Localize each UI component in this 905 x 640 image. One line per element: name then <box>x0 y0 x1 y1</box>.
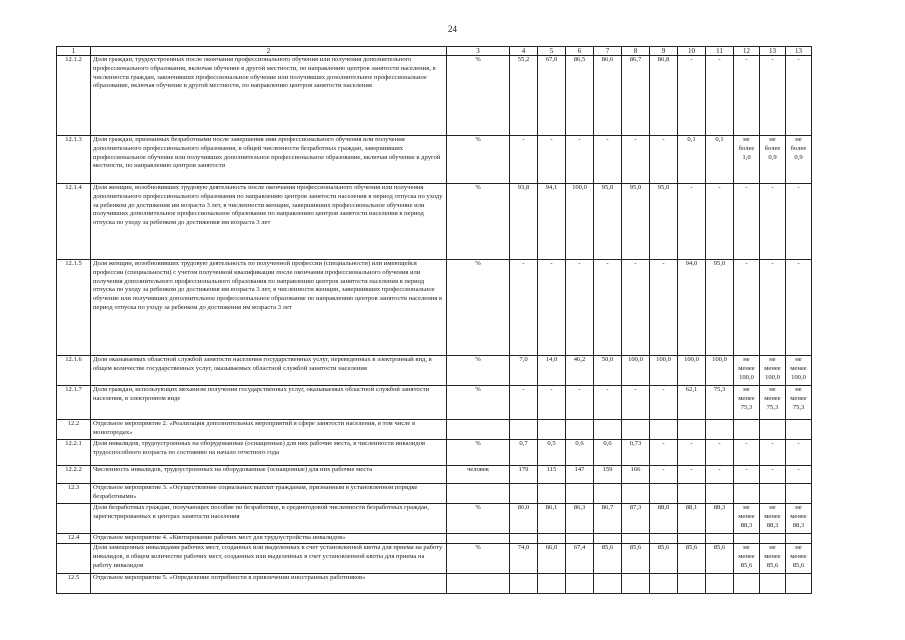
value-cell: 85,6 <box>622 544 650 574</box>
value-cell: 62,1 <box>678 386 706 420</box>
value-cell <box>510 534 538 544</box>
indicator-name: Отдельное мероприятие 3. «Осуществление социальных выплат гражданам, признанным в установленном порядке безработными» <box>91 484 447 504</box>
value-cell <box>786 484 812 504</box>
value-cell <box>734 574 760 594</box>
value-cell: - <box>734 260 760 356</box>
row-number <box>57 504 91 534</box>
value-cell: 95,0 <box>622 184 650 260</box>
indicator-name: Доля граждан, использующих механизм получения государственных услуг, оказываемых областной службой занятости населения, в электронном виде <box>91 386 447 420</box>
value-cell: 0,6 <box>566 440 594 466</box>
table-row <box>57 574 812 594</box>
indicator-name: Численность инвалидов, трудоустроенных на оборудованные (оснащенные) для них рабочие места <box>91 466 447 484</box>
value-cell: 94,0 <box>678 260 706 356</box>
table-body <box>57 47 812 594</box>
indicator-name: Доля женщин, возобновивших трудовую деятельность после окончания профессионального обучения или получения дополнительного профессионального образования по направлению центров занятости населения в период отпуска по уходу за ребенком до достижения им возраста 3 лет, в численности женщин, завершивших профессиональное обучение или получивших дополнительное профессиональное образование по направлению центров занятости населения в период отпуска по уходу за ребенком до достижения им возраста 3 лет <box>91 184 447 260</box>
value-cell: 0,1 <box>678 136 706 184</box>
value-cell: - <box>706 466 734 484</box>
value-cell <box>622 534 650 544</box>
value-cell: 100,0 <box>678 356 706 386</box>
indicator-name: Доля женщин, возобновивших трудовую деятельность по полученной профессии (специальности) или имеющейся профессии (специальности) с учетом полученной квалификации после окончания профессионального обучения или получения дополнительного профессионального образования по направлению центров занятости населения в период отпуска по уходу за ребенком до достижения им возраста 3 лет, в численности женщин, завершивших профессиональное обучение или получивших дополнительное профессиональное образование по направлению центров занятости населения в период отпуска по уходу за ребенком до достижения им возраста 3 лет <box>91 260 447 356</box>
value-cell: - <box>734 466 760 484</box>
value-cell: 14,0 <box>538 356 566 386</box>
value-cell: 86,7 <box>622 56 650 136</box>
value-cell: 159 <box>594 466 622 484</box>
value-cell: 88,1 <box>678 504 706 534</box>
value-cell: - <box>760 466 786 484</box>
unit-cell <box>447 484 510 504</box>
value-cell: - <box>510 260 538 356</box>
value-cell: 95,0 <box>594 184 622 260</box>
table-row <box>57 440 812 466</box>
unit-cell: % <box>447 544 510 574</box>
header-cell: 4 <box>510 47 538 56</box>
table-row <box>57 420 812 440</box>
value-cell: 166 <box>622 466 650 484</box>
value-cell <box>538 574 566 594</box>
value-cell <box>786 420 812 440</box>
value-cell: - <box>650 260 678 356</box>
value-cell <box>650 574 678 594</box>
value-cell: не менее 100,0 <box>760 356 786 386</box>
value-cell: - <box>786 440 812 466</box>
unit-cell: человек <box>447 466 510 484</box>
value-cell: - <box>760 184 786 260</box>
value-cell: - <box>650 466 678 484</box>
value-cell <box>760 484 786 504</box>
header-cell: 2 <box>91 47 447 56</box>
value-cell <box>786 534 812 544</box>
value-cell <box>734 420 760 440</box>
value-cell <box>538 420 566 440</box>
header-cell: 10 <box>678 47 706 56</box>
value-cell: - <box>594 136 622 184</box>
value-cell: - <box>760 440 786 466</box>
value-cell: - <box>622 386 650 420</box>
value-cell <box>760 420 786 440</box>
unit-cell <box>447 534 510 544</box>
value-cell <box>734 484 760 504</box>
table-row <box>57 504 812 534</box>
value-cell <box>510 420 538 440</box>
value-cell: 66,0 <box>538 544 566 574</box>
row-number: 12.5 <box>57 574 91 594</box>
value-cell: - <box>510 386 538 420</box>
value-cell: - <box>594 260 622 356</box>
value-cell: - <box>650 136 678 184</box>
value-cell: - <box>650 440 678 466</box>
table-row <box>57 466 812 484</box>
value-cell: 0,73 <box>622 440 650 466</box>
value-cell: 67,4 <box>566 544 594 574</box>
value-cell: - <box>706 184 734 260</box>
value-cell: 46,2 <box>566 356 594 386</box>
table-row <box>57 484 812 504</box>
value-cell: 115 <box>538 466 566 484</box>
value-cell: - <box>538 260 566 356</box>
value-cell: - <box>566 136 594 184</box>
header-cell: 11 <box>706 47 734 56</box>
value-cell: 100,0 <box>622 356 650 386</box>
row-number: 12.1.7 <box>57 386 91 420</box>
value-cell: не более 0,9 <box>760 136 786 184</box>
value-cell <box>566 574 594 594</box>
indicator-name: Отдельное мероприятие 4. «Квотирование рабочих мест для трудоустройства инвалидов» <box>91 534 447 544</box>
value-cell: 100,0 <box>706 356 734 386</box>
value-cell <box>706 534 734 544</box>
value-cell: не менее 100,0 <box>786 356 812 386</box>
table-row <box>57 184 812 260</box>
indicator-name: Доля инвалидов, трудоустроенных на оборудованные (оснащенные) для них рабочие места, в численности инвалидов трудоспособного возраста по состоянию на начало отчетного года <box>91 440 447 466</box>
value-cell: 86,7 <box>594 504 622 534</box>
row-number: 12.1.6 <box>57 356 91 386</box>
value-cell: - <box>786 466 812 484</box>
row-number: 12.2 <box>57 420 91 440</box>
value-cell <box>678 420 706 440</box>
header-cell: 1 <box>57 47 91 56</box>
table-row <box>57 56 812 136</box>
value-cell: 179 <box>510 466 538 484</box>
value-cell: - <box>510 136 538 184</box>
indicator-name: Доля замещенных инвалидами рабочих мест, созданных или выделенных в счет установленной квоты для приема на работу инвалидов, в общем количестве рабочих мест, созданных или выделенных в счет установленной квоты для приема на работу инвалидов <box>91 544 447 574</box>
value-cell: 95,0 <box>650 184 678 260</box>
row-number <box>57 544 91 574</box>
value-cell <box>760 574 786 594</box>
value-cell: - <box>760 56 786 136</box>
header-cell: 7 <box>594 47 622 56</box>
value-cell: 147 <box>566 466 594 484</box>
value-cell <box>622 574 650 594</box>
page-number: 24 <box>448 24 457 34</box>
value-cell: 86,0 <box>510 504 538 534</box>
value-cell: 86,3 <box>566 504 594 534</box>
value-cell <box>760 534 786 544</box>
unit-cell <box>447 574 510 594</box>
value-cell: - <box>678 184 706 260</box>
value-cell: 67,0 <box>538 56 566 136</box>
value-cell: 0,7 <box>510 440 538 466</box>
header-cell: 13 <box>760 47 786 56</box>
indicator-name: Доля граждан, трудоустроенных после окончания профессионального обучения или получения дополнительного профессионального образования, включая обучение в другой местности, по направлению центров занятости населения, в численности граждан, закончивших профессиональное обучение или получивших дополнительное профессиональное образование, включая обучение в другой местности, по направлению центров занятости населения <box>91 56 447 136</box>
value-cell: - <box>706 440 734 466</box>
unit-cell: % <box>447 440 510 466</box>
value-cell: 85,6 <box>594 544 622 574</box>
value-cell: 74,0 <box>510 544 538 574</box>
value-cell: не менее 88,3 <box>734 504 760 534</box>
table-row <box>57 544 812 574</box>
value-cell: 93,8 <box>510 184 538 260</box>
value-cell: 86,6 <box>594 56 622 136</box>
value-cell: - <box>566 260 594 356</box>
value-cell: не менее 85,6 <box>786 544 812 574</box>
value-cell: 50,0 <box>594 356 622 386</box>
value-cell: 95,0 <box>706 260 734 356</box>
header-cell: 3 <box>447 47 510 56</box>
value-cell: 85,6 <box>650 544 678 574</box>
value-cell <box>594 484 622 504</box>
unit-cell: % <box>447 56 510 136</box>
value-cell: 0,6 <box>594 440 622 466</box>
indicator-name: Отдельное мероприятие 5. «Определение потребности в привлечении иностранных работников» <box>91 574 447 594</box>
value-cell: 85,6 <box>706 544 734 574</box>
value-cell <box>650 420 678 440</box>
value-cell: не более 1,0 <box>734 136 760 184</box>
value-cell <box>678 534 706 544</box>
table-row <box>57 386 812 420</box>
value-cell <box>678 574 706 594</box>
unit-cell: % <box>447 386 510 420</box>
row-number: 12.1.5 <box>57 260 91 356</box>
value-cell <box>650 534 678 544</box>
table-row <box>57 534 812 544</box>
unit-cell: % <box>447 184 510 260</box>
header-cell: 13 <box>786 47 812 56</box>
value-cell: не менее 75,3 <box>760 386 786 420</box>
row-number: 12.1.4 <box>57 184 91 260</box>
unit-cell: % <box>447 356 510 386</box>
value-cell: - <box>622 136 650 184</box>
table-row <box>57 136 812 184</box>
row-number: 12.2.2 <box>57 466 91 484</box>
value-cell: - <box>734 440 760 466</box>
value-cell <box>650 484 678 504</box>
value-cell <box>706 420 734 440</box>
header-cell: 6 <box>566 47 594 56</box>
value-cell: - <box>594 386 622 420</box>
value-cell: 85,6 <box>678 544 706 574</box>
unit-cell <box>447 420 510 440</box>
value-cell: - <box>538 136 566 184</box>
value-cell <box>622 420 650 440</box>
value-cell: - <box>678 440 706 466</box>
value-cell: - <box>622 260 650 356</box>
value-cell <box>786 574 812 594</box>
value-cell: - <box>678 466 706 484</box>
value-cell: 55,2 <box>510 56 538 136</box>
value-cell: 86,8 <box>650 56 678 136</box>
unit-cell: % <box>447 260 510 356</box>
indicator-name: Отдельное мероприятие 2. «Реализация дополнительных мероприятий в сфере занятости населения, в том числе в моногородах» <box>91 420 447 440</box>
value-cell: - <box>760 260 786 356</box>
value-cell: - <box>734 184 760 260</box>
value-cell <box>566 484 594 504</box>
table-row <box>57 356 812 386</box>
row-number: 12.2.1 <box>57 440 91 466</box>
header-cell: 8 <box>622 47 650 56</box>
indicator-name: Доля оказываемых областной службой занятости населения государственных услуг, переведенных в электронный вид, в общем количестве государственных услуг, оказываемых областной службой занятости населения <box>91 356 447 386</box>
value-cell: не менее 85,6 <box>734 544 760 574</box>
value-cell: - <box>734 56 760 136</box>
value-cell: не менее 75,3 <box>786 386 812 420</box>
value-cell: 87,3 <box>622 504 650 534</box>
value-cell: не более 0,9 <box>786 136 812 184</box>
value-cell: 0,1 <box>706 136 734 184</box>
value-cell: 0,5 <box>538 440 566 466</box>
value-cell: 7,0 <box>510 356 538 386</box>
header-cell: 5 <box>538 47 566 56</box>
value-cell: - <box>786 184 812 260</box>
value-cell: 88,3 <box>706 504 734 534</box>
value-cell <box>510 574 538 594</box>
value-cell: 100,0 <box>566 184 594 260</box>
row-number: 12.4 <box>57 534 91 544</box>
value-cell <box>510 484 538 504</box>
value-cell: не менее 85,6 <box>760 544 786 574</box>
value-cell <box>622 484 650 504</box>
value-cell <box>706 484 734 504</box>
value-cell: 75,3 <box>706 386 734 420</box>
table-row <box>57 260 812 356</box>
value-cell: 86,5 <box>566 56 594 136</box>
indicator-name: Доля безработных граждан, получающих пособие по безработице, в среднегодовой численности безработных граждан, зарегистрированных в центрах занятости населения <box>91 504 447 534</box>
row-number: 12.1.2 <box>57 56 91 136</box>
value-cell: - <box>566 386 594 420</box>
value-cell: не менее 100,0 <box>734 356 760 386</box>
value-cell: 94,1 <box>538 184 566 260</box>
value-cell <box>594 420 622 440</box>
header-row <box>57 47 812 56</box>
value-cell: - <box>538 386 566 420</box>
value-cell <box>566 420 594 440</box>
value-cell: 88,0 <box>650 504 678 534</box>
value-cell: - <box>786 260 812 356</box>
value-cell <box>594 574 622 594</box>
value-cell <box>538 534 566 544</box>
unit-cell: % <box>447 136 510 184</box>
value-cell: - <box>786 56 812 136</box>
value-cell: не менее 88,3 <box>786 504 812 534</box>
value-cell: - <box>650 386 678 420</box>
value-cell: не менее 88,3 <box>760 504 786 534</box>
value-cell <box>678 484 706 504</box>
indicator-name: Доля граждан, признанных безработными после завершения ими профессионального обучения или получения дополнительного профессионального образования, в общей численности безработных граждан, завершивших профессиональное обучение или получивших дополнительное профессиональное образование, включая обучение в другой местности, по направлению центров занятости <box>91 136 447 184</box>
value-cell: 100,0 <box>650 356 678 386</box>
value-cell <box>538 484 566 504</box>
value-cell: 86,1 <box>538 504 566 534</box>
header-cell: 9 <box>650 47 678 56</box>
value-cell <box>706 574 734 594</box>
value-cell: - <box>678 56 706 136</box>
unit-cell: % <box>447 504 510 534</box>
indicators-table <box>56 46 812 594</box>
row-number: 12.1.3 <box>57 136 91 184</box>
value-cell <box>594 534 622 544</box>
row-number: 12.3 <box>57 484 91 504</box>
value-cell: - <box>706 56 734 136</box>
value-cell: не менее 75,3 <box>734 386 760 420</box>
value-cell <box>566 534 594 544</box>
value-cell <box>734 534 760 544</box>
header-cell: 12 <box>734 47 760 56</box>
